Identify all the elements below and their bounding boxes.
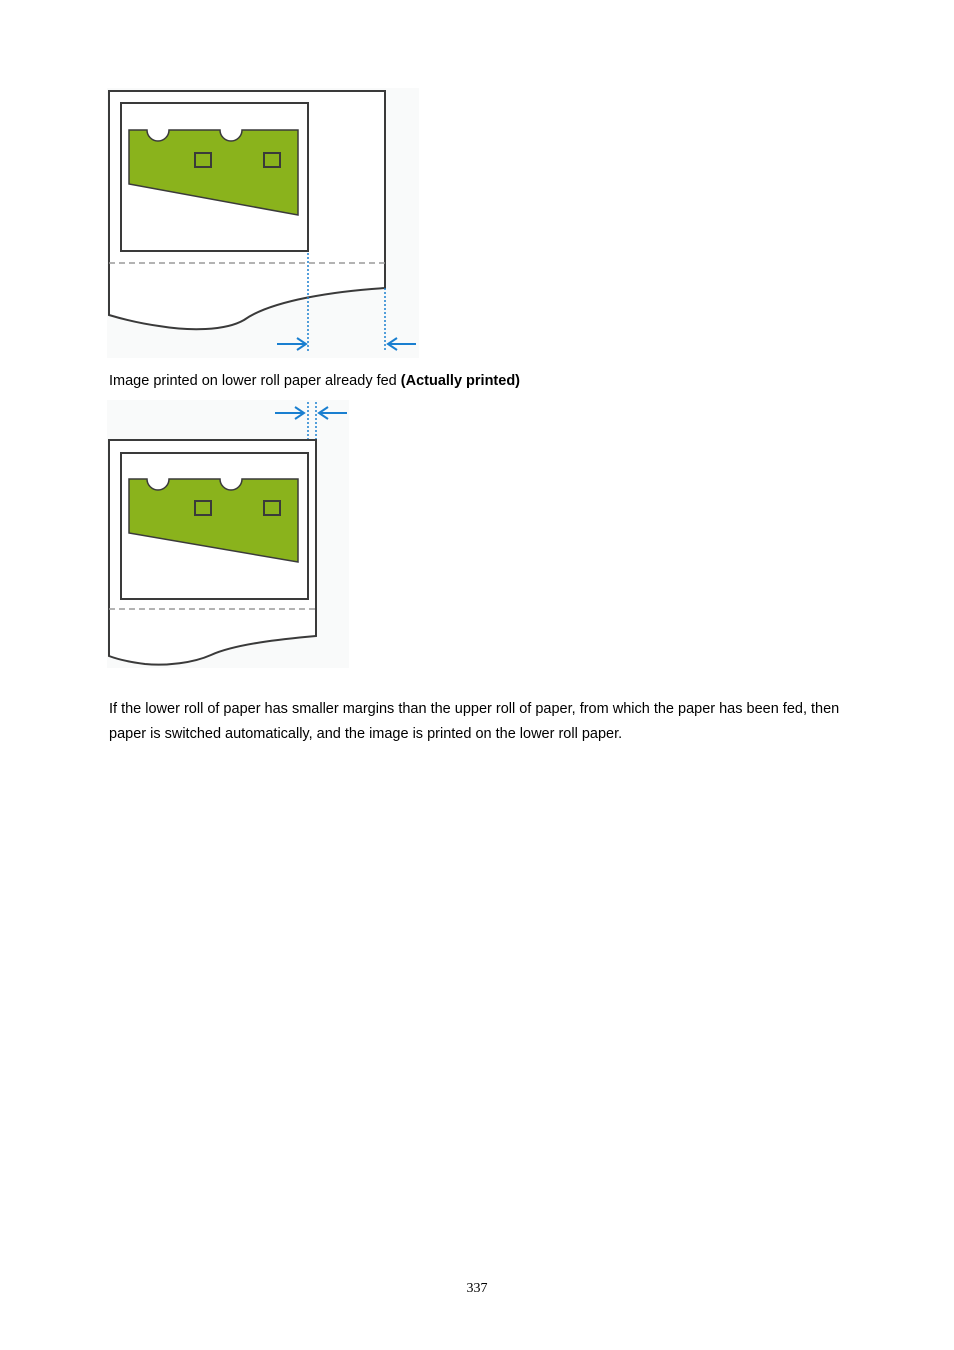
upper-roll-print-illustration <box>107 88 419 358</box>
figure-caption <box>109 372 520 390</box>
lower-roll-print-illustration <box>107 400 349 668</box>
caption-emphasis: (Actually printed) <box>400 373 521 389</box>
explanation-paragraph: If the lower roll of paper has smaller margins than the upper roll of paper, from which the paper has been fed, then paper is switched automatically, and the image is printed on the lower roll paper. <box>109 700 840 742</box>
caption-text: Image printed on lower roll paper already fed <box>109 373 401 389</box>
page-number: 337 <box>466 1281 488 1296</box>
